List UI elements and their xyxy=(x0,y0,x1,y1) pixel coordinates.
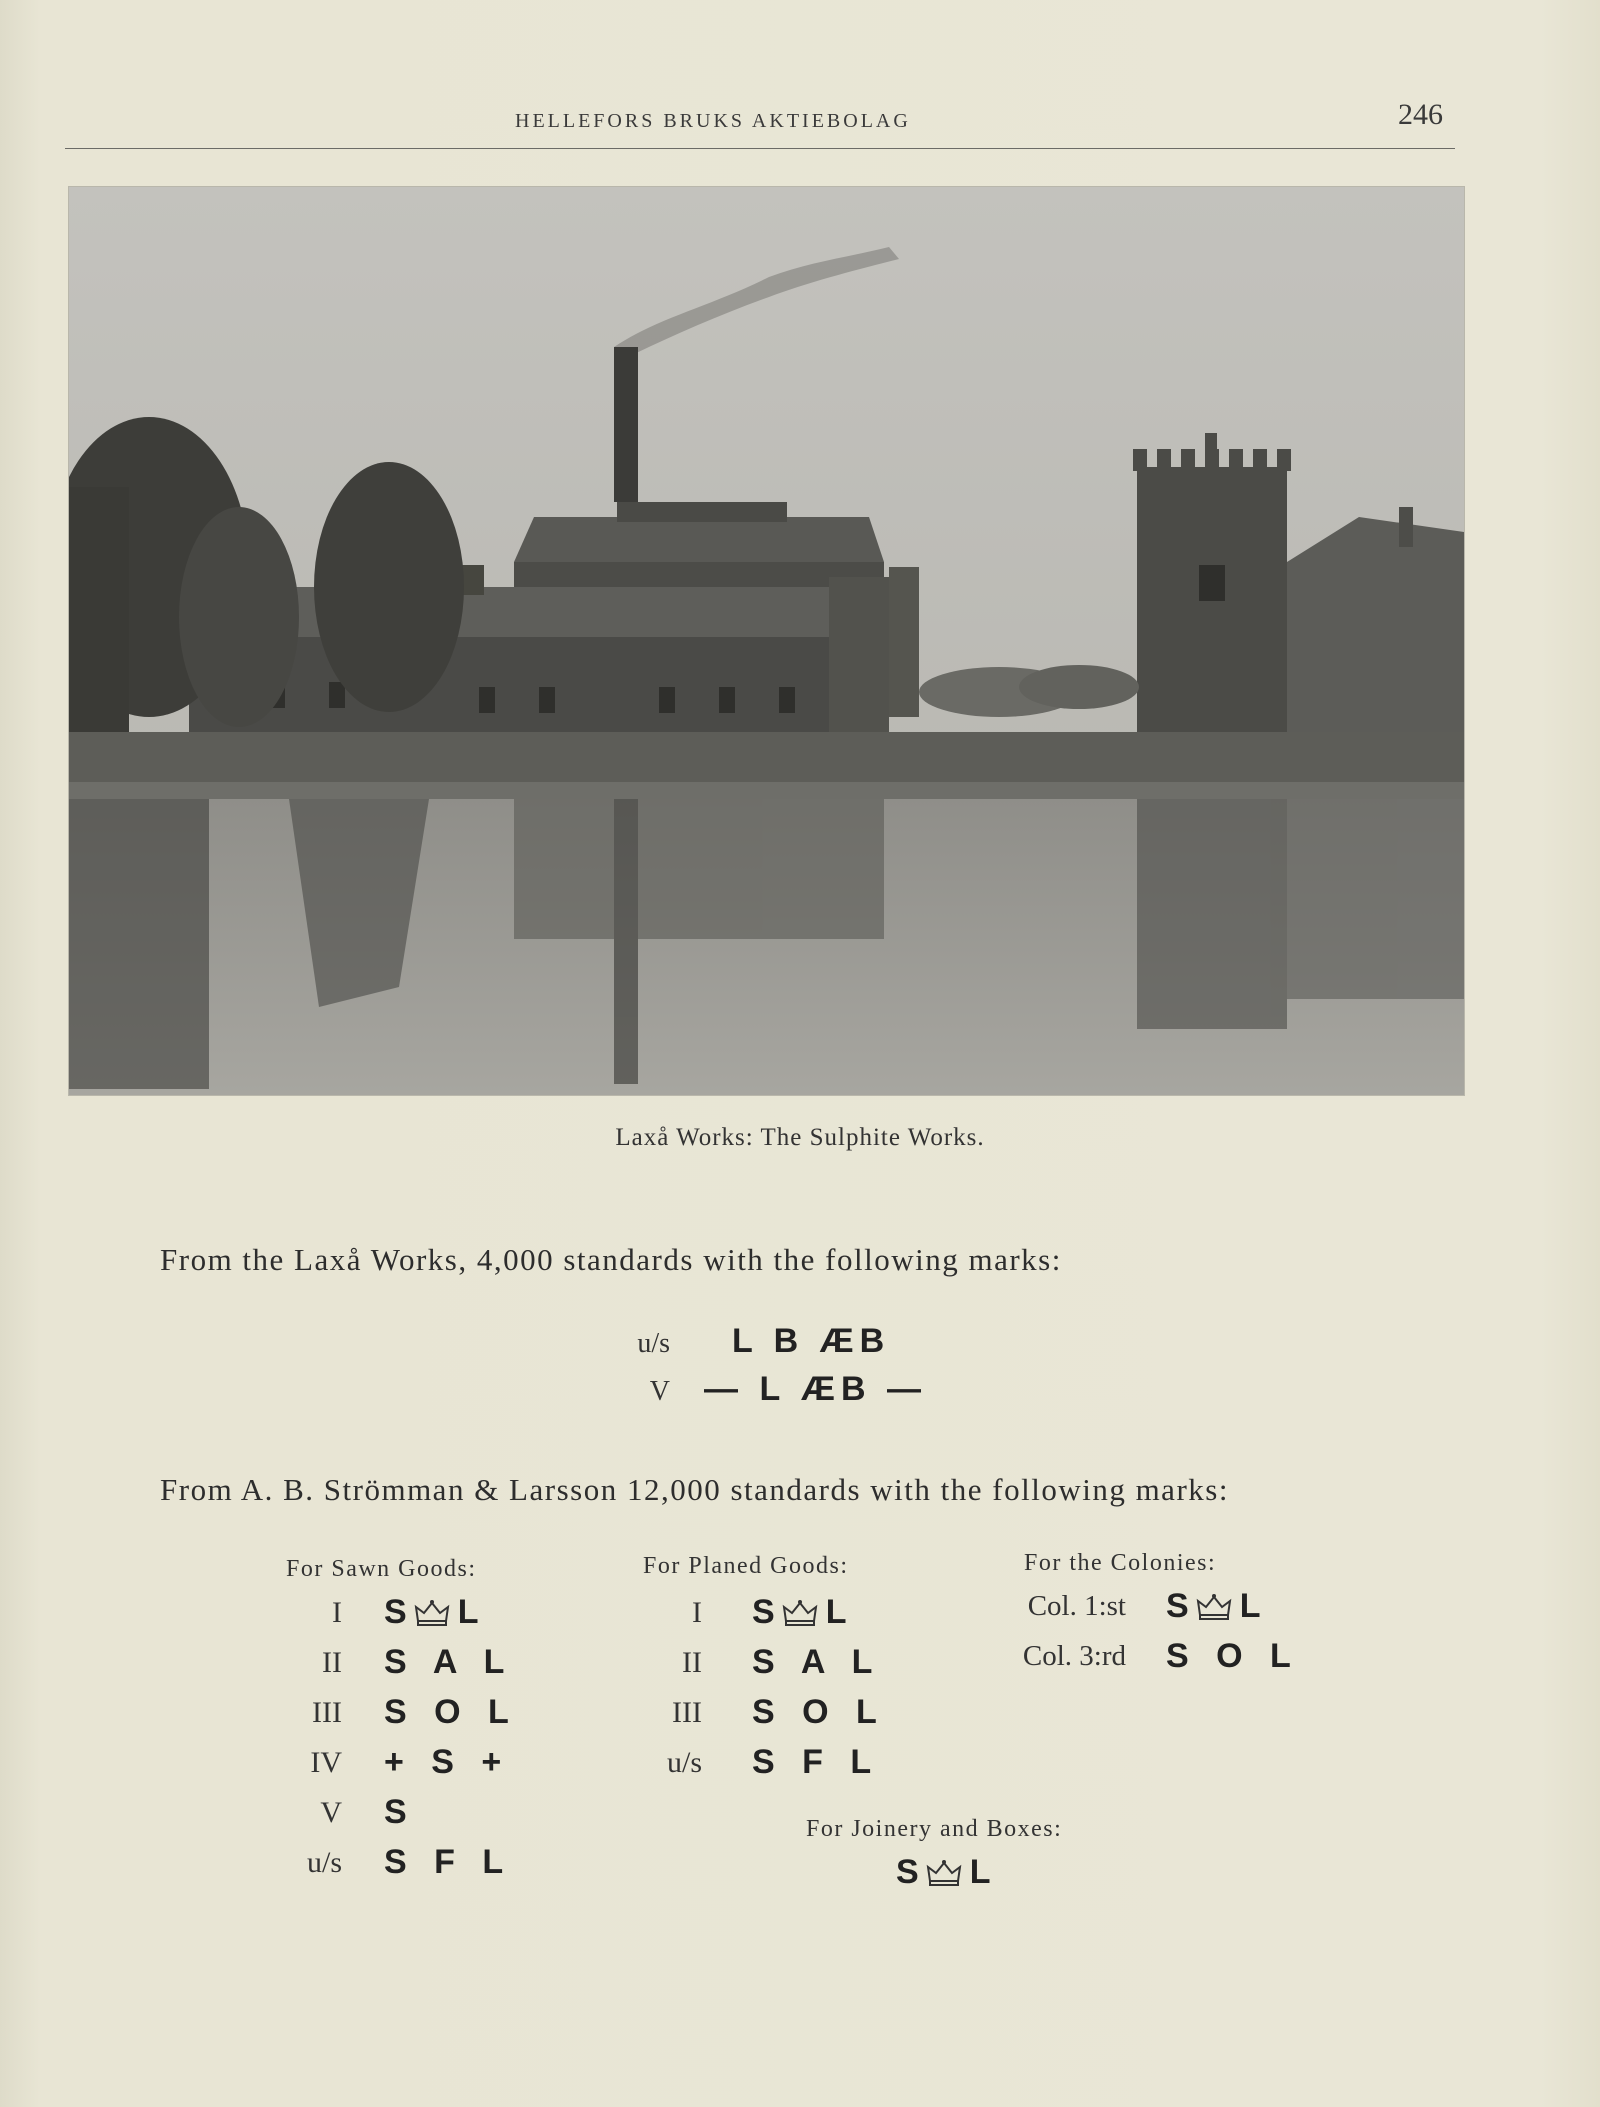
mark-letter: L xyxy=(457,1593,488,1631)
shipping-mark xyxy=(384,1593,487,1632)
grade-label: V xyxy=(320,1796,342,1829)
grade-label: IV xyxy=(310,1746,342,1779)
mark-letter: + S + xyxy=(384,1743,511,1781)
mark-letter: S xyxy=(896,1853,928,1891)
grade-label: I xyxy=(332,1596,342,1629)
mark-letter: S A L xyxy=(384,1643,514,1681)
mark-letter: L xyxy=(1239,1587,1270,1625)
mark-letter: S xyxy=(752,1593,784,1631)
shipping-mark xyxy=(752,1643,881,1682)
joinery-mark xyxy=(896,1853,999,1892)
crown-icon xyxy=(1194,1591,1234,1621)
stromman-intro: From A. B. Strömman & Larsson 12,000 standards with the following marks: xyxy=(160,1472,1229,1507)
shipping-mark xyxy=(752,1743,880,1782)
shipping-mark xyxy=(384,1693,518,1732)
shipping-mark xyxy=(384,1743,510,1782)
shipping-mark xyxy=(384,1643,513,1682)
photo-caption: Laxå Works: The Sulphite Works. xyxy=(615,1124,985,1151)
laxa-mark: — L ÆB — xyxy=(704,1370,928,1408)
mark-letter: L xyxy=(969,1853,1000,1891)
mark-letter: L xyxy=(825,1593,856,1631)
shipping-mark xyxy=(752,1693,886,1732)
page-number: 246 xyxy=(1398,98,1443,131)
running-head: HELLEFORS BRUKS AKTIEBOLAG xyxy=(515,110,911,132)
shipping-mark xyxy=(1166,1587,1269,1626)
grade-label: Col. 1:st xyxy=(1027,1590,1126,1622)
mark-letter: S O L xyxy=(384,1693,518,1731)
mark-letter: S F L xyxy=(752,1743,881,1781)
grade-label: I xyxy=(692,1596,702,1629)
sawn-goods-heading: For Sawn Goods: xyxy=(286,1556,477,1582)
laxa-mark-row xyxy=(580,1322,890,1361)
shipping-mark xyxy=(1166,1637,1300,1676)
colonies-heading: For the Colonies: xyxy=(1024,1550,1217,1576)
grade-label: u/s xyxy=(666,1746,702,1779)
laxa-grade: u/s xyxy=(637,1328,670,1359)
mark-letter: S F L xyxy=(384,1843,513,1881)
joinery-heading: For Joinery and Boxes: xyxy=(806,1816,1063,1842)
laxa-intro: From the Laxå Works, 4,000 standards with the following marks: xyxy=(160,1242,1062,1277)
mark-letter: S xyxy=(384,1793,416,1831)
mark-letter: S xyxy=(384,1593,416,1631)
grade-label: Col. 3:rd xyxy=(1022,1640,1126,1672)
crown-icon xyxy=(780,1597,820,1627)
grade-label: II xyxy=(322,1646,342,1679)
photo-sulphite-works xyxy=(68,186,1465,1096)
shipping-mark xyxy=(752,1593,855,1632)
mark-letter: S O L xyxy=(1166,1637,1300,1675)
laxa-mark: L B ÆB xyxy=(732,1322,891,1360)
header-rule xyxy=(65,148,1455,149)
mark-letter: S xyxy=(1166,1587,1198,1625)
planed-goods-heading: For Planed Goods: xyxy=(643,1553,849,1579)
grade-label: II xyxy=(682,1646,702,1679)
grade-label: u/s xyxy=(306,1846,342,1879)
laxa-mark-row xyxy=(580,1370,927,1409)
crown-icon xyxy=(412,1597,452,1627)
shipping-mark xyxy=(384,1843,512,1882)
mark-letter: S A L xyxy=(752,1643,882,1681)
crown-icon xyxy=(924,1857,964,1887)
mark-letter: S O L xyxy=(752,1693,886,1731)
shipping-mark xyxy=(384,1793,416,1832)
grade-label: III xyxy=(312,1696,342,1729)
laxa-grade: V xyxy=(649,1376,670,1407)
grade-label: III xyxy=(672,1696,702,1729)
